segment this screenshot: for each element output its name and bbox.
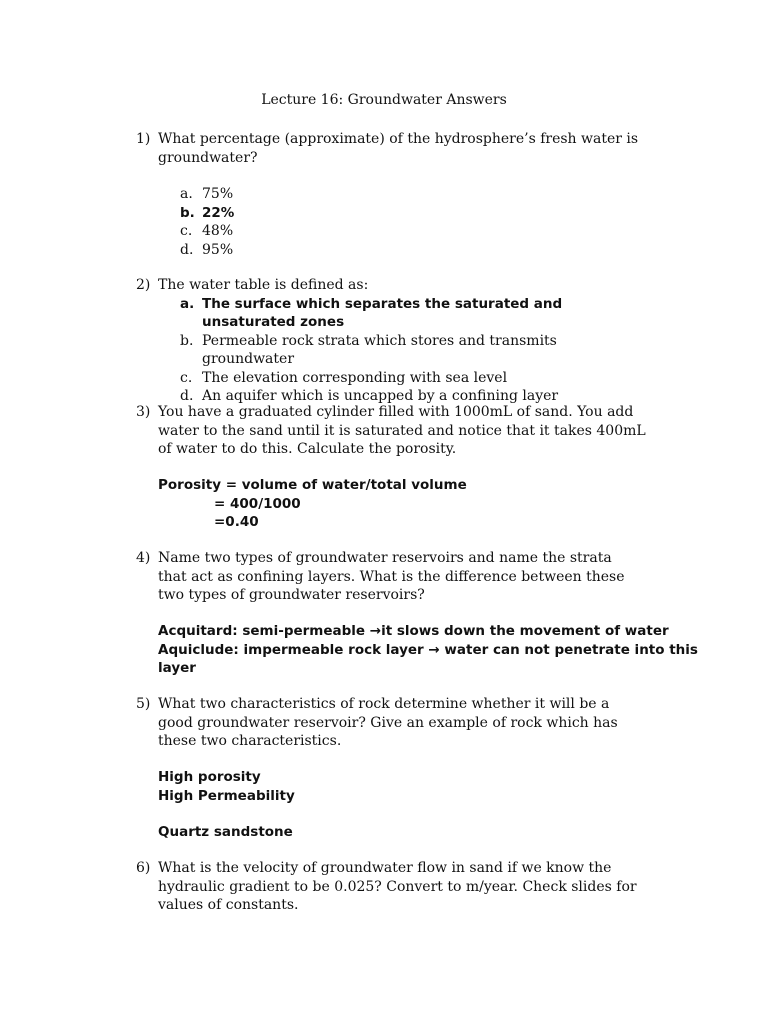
question-5 — [136, 695, 626, 751]
answer-line: Quartz sandstone — [158, 824, 293, 840]
options-list — [180, 295, 620, 406]
question-text: What percentage (approximate) of the hydrosphere’s fresh water is groundwater? — [158, 131, 639, 166]
question-text: You have a graduated cylinder filled with 1000mL of sand. You add water to the sand until it is saturated and notice that it takes 400mL of water to do this. Calculate the porosity. — [158, 404, 646, 457]
question-number: 3) — [136, 404, 151, 420]
question-4 — [136, 549, 636, 605]
option-a: a. 75% — [180, 186, 234, 202]
question-number: 1) — [136, 131, 151, 147]
answer-3 — [158, 476, 467, 532]
page-title: Lecture 16: Groundwater Answers — [261, 92, 507, 108]
option-d: d. 95% — [180, 241, 234, 258]
question-2 — [136, 276, 676, 406]
answer-4 — [158, 622, 698, 678]
question-text: The water table is defined as: — [158, 277, 369, 293]
answer-line: High porosity — [158, 769, 261, 785]
question-6 — [136, 859, 666, 915]
question-1 — [136, 130, 676, 259]
option-b-correct: b. 22% — [180, 204, 235, 221]
answer-line: Aquiclude: impermeable rock layer → water can not penetrate into this — [158, 641, 698, 658]
question-text: Name two types of groundwater reservoirs and name the strata that act as confining layers. What is the difference between these two types of groundwater reservoirs? — [158, 550, 625, 603]
answer-5 — [158, 768, 295, 842]
question-number: 5) — [136, 696, 151, 712]
arrow-right-icon: → — [428, 641, 440, 658]
answer-line: Acquitard: semi-permeable →it slows down the movement of water — [158, 623, 669, 639]
question-3 — [136, 403, 656, 459]
option-d: d. An aquifer which is uncapped by a confining layer — [180, 388, 559, 404]
options-list — [180, 185, 676, 259]
answer-line: layer — [158, 660, 196, 676]
option-c: c. 48% — [180, 223, 234, 239]
question-number: 4) — [136, 550, 151, 566]
answer-line: Porosity = volume of water/total volume — [158, 477, 467, 493]
question-number: 2) — [136, 277, 151, 293]
question-text: What two characteristics of rock determine whether it will be a good groundwater reservoir? Give an example of rock which has these two characteristics. — [158, 696, 618, 749]
answer-line: = 400/1000 — [214, 495, 301, 512]
answer-line: High Permeability — [158, 787, 295, 804]
option-c: c. The elevation corresponding with sea level — [180, 369, 508, 386]
answer-line: =0.40 — [214, 514, 259, 530]
arrow-right-icon: → — [369, 623, 382, 639]
question-number: 6) — [136, 860, 151, 876]
option-b: b. Permeable rock strata which stores and transmits groundwater — [180, 332, 557, 367]
question-text: What is the velocity of groundwater flow in sand if we know the hydraulic gradient to be 0.025? Convert to m/year. Check slides for values of constants. — [158, 860, 637, 913]
option-a-correct: a. The surface which separates the saturated and unsaturated zones — [180, 295, 563, 330]
